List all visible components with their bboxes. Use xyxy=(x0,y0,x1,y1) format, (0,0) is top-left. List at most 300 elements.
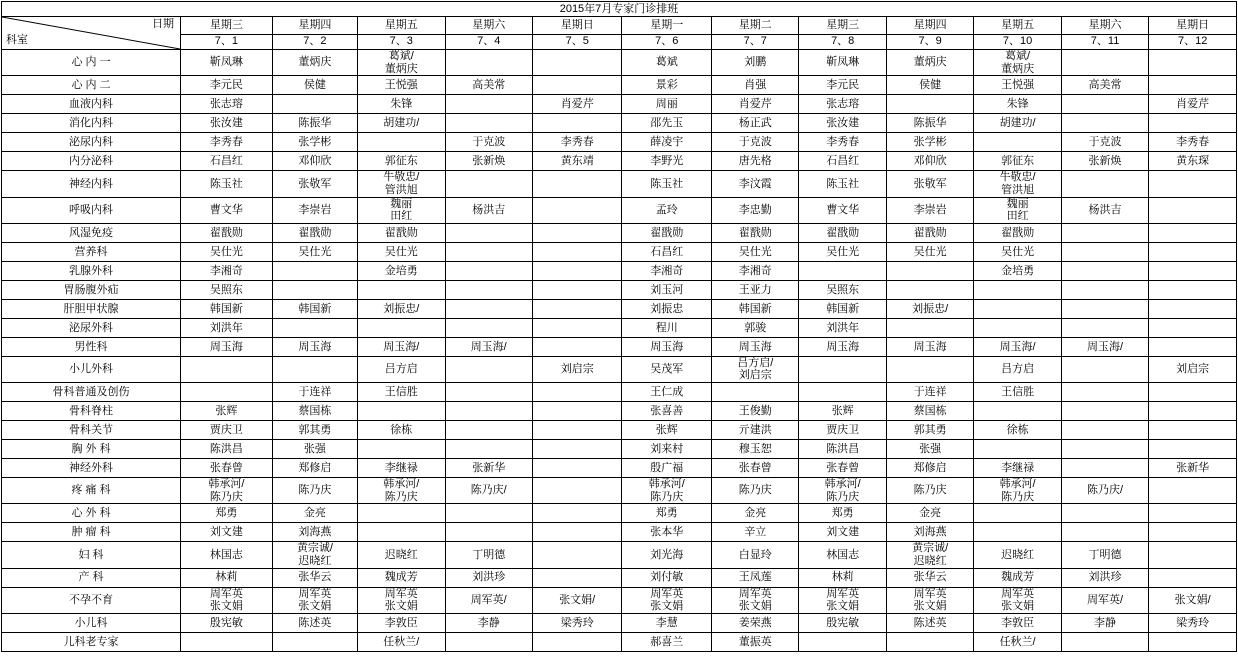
schedule-cell-line: 张文娟 xyxy=(1001,600,1035,613)
schedule-cell xyxy=(1061,50,1148,76)
schedule-cell: 穆玉恕 xyxy=(712,440,799,459)
schedule-cell: 于克波 xyxy=(1061,133,1148,152)
schedule-cell: 殷宪敏 xyxy=(799,613,886,632)
schedule-cell: 吴仕光 xyxy=(974,242,1061,261)
schedule-cell xyxy=(712,587,799,613)
schedule-cell: 徐栋 xyxy=(974,421,1061,440)
schedule-cell xyxy=(445,299,532,318)
schedule-cell: 张辉 xyxy=(799,402,886,421)
column-dow-header: 星期六 xyxy=(445,17,532,35)
schedule-cell xyxy=(1061,632,1148,651)
column-dow-header: 星期三 xyxy=(799,17,886,35)
schedule-cell xyxy=(445,356,532,382)
schedule-cell: 刘洪珍 xyxy=(1061,568,1148,587)
schedule-cell: 郭其勇 xyxy=(886,421,973,440)
schedule-cell: 刘鹏 xyxy=(712,50,799,76)
schedule-cell: 胡建功/ xyxy=(974,114,1061,133)
schedule-cell: 陈玉社 xyxy=(799,171,886,197)
schedule-cell: 曹文华 xyxy=(799,197,886,223)
schedule-cell: 张辉 xyxy=(181,402,273,421)
table-row xyxy=(2,261,1237,280)
schedule-cell: 杨洪吉 xyxy=(445,197,532,223)
table-row xyxy=(2,299,1237,318)
schedule-cell: 王俊勤 xyxy=(712,402,799,421)
schedule-cell xyxy=(532,440,622,459)
schedule-cell xyxy=(974,587,1061,613)
schedule-cell xyxy=(974,478,1061,504)
schedule-cell: 陈乃庆 xyxy=(272,478,357,504)
schedule-cell: 金培勇 xyxy=(358,261,445,280)
schedule-cell: 陈乃庆/ xyxy=(445,478,532,504)
schedule-cell xyxy=(358,504,445,523)
schedule-cell-line: 管洪旭 xyxy=(384,183,418,196)
schedule-cell xyxy=(532,459,622,478)
department-label: 骨科脊柱 xyxy=(2,402,181,421)
corner-date-label: 日期 xyxy=(152,18,175,30)
schedule-cell xyxy=(974,280,1061,299)
column-date-header: 7、3 xyxy=(358,34,445,49)
schedule-cell: 高美常 xyxy=(445,76,532,95)
department-label: 泌尿内科 xyxy=(2,133,181,152)
schedule-cell: 张新焕 xyxy=(1061,152,1148,171)
schedule-cell: 邵先玉 xyxy=(622,114,712,133)
schedule-cell: 张文娟/ xyxy=(1149,587,1237,613)
schedule-cell: 任秋兰/ xyxy=(358,632,445,651)
schedule-cell xyxy=(445,421,532,440)
schedule-cell: 翟戬勋 xyxy=(799,223,886,242)
schedule-cell: 丁明德 xyxy=(1061,542,1148,568)
schedule-cell: 陈振华 xyxy=(886,114,973,133)
schedule-cell xyxy=(532,114,622,133)
schedule-cell: 于连祥 xyxy=(272,383,357,402)
schedule-cell: 王仁成 xyxy=(622,383,712,402)
department-label: 乳腺外科 xyxy=(2,261,181,280)
schedule-cell-line: 董炳庆 xyxy=(384,62,418,75)
department-label: 血液内科 xyxy=(2,95,181,114)
schedule-cell xyxy=(1149,632,1237,651)
schedule-cell: 黄东靖 xyxy=(532,152,622,171)
column-dow-header: 星期日 xyxy=(532,17,622,35)
schedule-cell-line: 张文娟 xyxy=(826,600,860,613)
schedule-cell xyxy=(799,587,886,613)
schedule-cell: 吴仕光 xyxy=(712,242,799,261)
department-label: 心 外 科 xyxy=(2,504,181,523)
schedule-cell xyxy=(974,171,1061,197)
schedule-cell: 周军英/ xyxy=(445,587,532,613)
table-row xyxy=(2,613,1237,632)
column-date-header: 7、9 xyxy=(886,34,973,49)
schedule-cell: 张新华 xyxy=(445,459,532,478)
schedule-cell: 白显玲 xyxy=(712,542,799,568)
schedule-cell-line: 吕方启/ xyxy=(737,356,774,369)
table-row xyxy=(2,542,1237,568)
schedule-cell: 李秀春 xyxy=(181,133,273,152)
schedule-cell: 殷广福 xyxy=(622,459,712,478)
schedule-cell: 张汝建 xyxy=(181,114,273,133)
schedule-cell: 王悦强 xyxy=(974,76,1061,95)
schedule-cell: 刘振忠/ xyxy=(886,299,973,318)
column-dow-header: 星期三 xyxy=(181,17,273,35)
schedule-cell: 蔡国栋 xyxy=(886,402,973,421)
schedule-cell xyxy=(886,318,973,337)
schedule-cell xyxy=(272,280,357,299)
table-row xyxy=(2,171,1237,197)
schedule-cell-line: 张文娟 xyxy=(298,600,332,613)
schedule-cell: 胡建功/ xyxy=(358,114,445,133)
column-date-header: 7、6 xyxy=(622,34,712,49)
schedule-cell: 刘启宗 xyxy=(532,356,622,382)
schedule-cell xyxy=(1061,402,1148,421)
schedule-cell: 张春曾 xyxy=(181,459,273,478)
schedule-cell: 李崇岩 xyxy=(886,197,973,223)
schedule-cell xyxy=(1149,337,1237,356)
schedule-cell: 郑修启 xyxy=(886,459,973,478)
department-label: 神经外科 xyxy=(2,459,181,478)
schedule-cell-line: 董炳庆 xyxy=(1001,62,1035,75)
schedule-cell: 陈振华 xyxy=(272,114,357,133)
schedule-cell: 王亚力 xyxy=(712,280,799,299)
schedule-cell xyxy=(622,478,712,504)
schedule-cell xyxy=(886,280,973,299)
schedule-cell: 李忠勤 xyxy=(712,197,799,223)
schedule-cell: 刘启宗 xyxy=(1149,356,1237,382)
schedule-cell xyxy=(974,50,1061,76)
schedule-cell: 周军英/ xyxy=(1061,587,1148,613)
table-row xyxy=(2,356,1237,382)
header-corner xyxy=(2,17,181,50)
schedule-cell xyxy=(358,440,445,459)
schedule-cell: 梁秀玲 xyxy=(532,613,622,632)
schedule-cell: 李敦臣 xyxy=(358,613,445,632)
schedule-cell xyxy=(532,197,622,223)
schedule-cell: 刘文建 xyxy=(799,523,886,542)
schedule-cell xyxy=(272,587,357,613)
header-dow-row xyxy=(2,17,1237,35)
schedule-cell: 靳凤琳 xyxy=(799,50,886,76)
schedule-cell: 景彩 xyxy=(622,76,712,95)
schedule-cell xyxy=(622,587,712,613)
schedule-cell-line: 韩承河/ xyxy=(648,478,685,491)
schedule-cell-line: 周军英 xyxy=(913,587,947,600)
schedule-cell: 姜荣燕 xyxy=(712,613,799,632)
schedule-cell xyxy=(1149,523,1237,542)
schedule-cell xyxy=(532,318,622,337)
schedule-cell xyxy=(799,632,886,651)
schedule-cell: 翟戬勋 xyxy=(358,223,445,242)
table-row xyxy=(2,504,1237,523)
department-label: 疼 痛 科 xyxy=(2,478,181,504)
schedule-cell: 周玉海 xyxy=(886,337,973,356)
department-label: 骨科普通及创伤 xyxy=(2,383,181,402)
schedule-cell xyxy=(1149,261,1237,280)
schedule-cell: 梁秀玲 xyxy=(1149,613,1237,632)
schedule-cell: 韩国新 xyxy=(181,299,273,318)
schedule-cell xyxy=(532,337,622,356)
schedule-cell xyxy=(181,478,273,504)
department-label: 骨科关节 xyxy=(2,421,181,440)
schedule-cell: 石昌红 xyxy=(622,242,712,261)
page-title: 2015年7月专家门诊排班 xyxy=(2,2,1237,17)
department-label: 男性科 xyxy=(2,337,181,356)
schedule-cell xyxy=(445,223,532,242)
schedule-cell: 刘光海 xyxy=(622,542,712,568)
schedule-cell: 石昌红 xyxy=(181,152,273,171)
schedule-table xyxy=(1,1,1237,652)
schedule-cell xyxy=(1061,95,1148,114)
schedule-cell: 程川 xyxy=(622,318,712,337)
table-row xyxy=(2,280,1237,299)
schedule-cell: 于连祥 xyxy=(886,383,973,402)
schedule-cell xyxy=(532,632,622,651)
schedule-cell: 王信胜 xyxy=(974,383,1061,402)
schedule-cell: 张新华 xyxy=(1149,459,1237,478)
schedule-cell: 林莉 xyxy=(799,568,886,587)
schedule-cell xyxy=(1149,421,1237,440)
schedule-cell xyxy=(1061,280,1148,299)
schedule-cell xyxy=(445,523,532,542)
schedule-cell: 翟戬勋 xyxy=(622,223,712,242)
column-dow-header: 星期五 xyxy=(974,17,1061,35)
schedule-cell: 李慧 xyxy=(622,613,712,632)
schedule-cell: 刘洪年 xyxy=(181,318,273,337)
schedule-cell-line: 周军英 xyxy=(209,587,243,600)
schedule-cell: 张学彬 xyxy=(272,133,357,152)
schedule-cell: 吴照东 xyxy=(181,280,273,299)
schedule-cell: 翟戬勋 xyxy=(181,223,273,242)
schedule-cell: 于克波 xyxy=(445,133,532,152)
schedule-cell: 魏成芳 xyxy=(974,568,1061,587)
schedule-cell: 郑勇 xyxy=(622,504,712,523)
department-label: 妇 科 xyxy=(2,542,181,568)
table-row xyxy=(2,114,1237,133)
schedule-cell xyxy=(532,171,622,197)
schedule-cell: 刘洪年 xyxy=(799,318,886,337)
schedule-cell: 李敦臣 xyxy=(974,613,1061,632)
schedule-cell xyxy=(1149,299,1237,318)
department-label: 产 科 xyxy=(2,568,181,587)
schedule-cell-line: 迟晓红 xyxy=(298,555,332,568)
table-row xyxy=(2,318,1237,337)
schedule-cell: 刘来村 xyxy=(622,440,712,459)
schedule-cell-line: 牛敬忠/ xyxy=(999,171,1036,184)
department-label: 胃肠腹外疝 xyxy=(2,280,181,299)
table-row xyxy=(2,50,1237,76)
schedule-cell: 李崇岩 xyxy=(272,197,357,223)
schedule-cell xyxy=(886,95,973,114)
schedule-cell: 刘文建 xyxy=(181,523,273,542)
schedule-cell xyxy=(974,440,1061,459)
department-label: 肝胆甲状腺 xyxy=(2,299,181,318)
column-dow-header: 星期六 xyxy=(1061,17,1148,35)
schedule-cell-line: 魏丽 xyxy=(1006,197,1029,210)
schedule-cell: 李野光 xyxy=(622,152,712,171)
schedule-cell xyxy=(532,523,622,542)
schedule-cell xyxy=(974,504,1061,523)
column-dow-header: 星期二 xyxy=(712,17,799,35)
schedule-cell xyxy=(1149,542,1237,568)
schedule-cell: 侯健 xyxy=(272,76,357,95)
schedule-cell: 周玉海 xyxy=(622,337,712,356)
schedule-cell xyxy=(532,421,622,440)
schedule-cell: 李静 xyxy=(1061,613,1148,632)
schedule-cell: 周玉海/ xyxy=(358,337,445,356)
schedule-cell: 张强 xyxy=(272,440,357,459)
schedule-cell xyxy=(886,587,973,613)
schedule-cell: 李秀春 xyxy=(532,133,622,152)
schedule-cell xyxy=(1061,459,1148,478)
column-date-header: 7、5 xyxy=(532,34,622,49)
schedule-cell xyxy=(1149,223,1237,242)
column-date-header: 7、2 xyxy=(272,34,357,49)
schedule-cell: 张志瑢 xyxy=(181,95,273,114)
schedule-cell xyxy=(532,542,622,568)
schedule-cell: 周玉海 xyxy=(712,337,799,356)
department-label: 心 内 二 xyxy=(2,76,181,95)
schedule-cell: 郑勇 xyxy=(799,504,886,523)
schedule-cell: 肖爱芹 xyxy=(1149,95,1237,114)
schedule-cell xyxy=(1061,523,1148,542)
schedule-cell: 吕方启 xyxy=(974,356,1061,382)
schedule-cell: 任秋兰/ xyxy=(974,632,1061,651)
schedule-cell: 肖爱芹 xyxy=(532,95,622,114)
schedule-cell: 吴仕光 xyxy=(272,242,357,261)
schedule-cell: 李秀春 xyxy=(1149,133,1237,152)
schedule-cell: 张新焕 xyxy=(445,152,532,171)
schedule-cell: 张强 xyxy=(886,440,973,459)
schedule-cell: 刘振忠 xyxy=(622,299,712,318)
schedule-cell-line: 牛敬忠/ xyxy=(383,171,420,184)
schedule-cell: 靳凤琳 xyxy=(181,50,273,76)
schedule-cell: 张敬军 xyxy=(886,171,973,197)
schedule-cell: 殷宪敏 xyxy=(181,613,273,632)
table-row xyxy=(2,402,1237,421)
schedule-cell: 刘付敏 xyxy=(622,568,712,587)
schedule-cell xyxy=(532,280,622,299)
schedule-cell: 周玉海 xyxy=(272,337,357,356)
table-row xyxy=(2,383,1237,402)
schedule-cell: 张喜善 xyxy=(622,402,712,421)
schedule-cell xyxy=(181,383,273,402)
schedule-cell: 陈洪昌 xyxy=(181,440,273,459)
schedule-cell-line: 张文娟 xyxy=(913,600,947,613)
schedule-cell xyxy=(272,632,357,651)
column-date-header: 7、7 xyxy=(712,34,799,49)
schedule-cell xyxy=(1061,318,1148,337)
schedule-cell: 薛凌宇 xyxy=(622,133,712,152)
department-label: 儿科老专家 xyxy=(2,632,181,651)
schedule-cell-line: 韩承河/ xyxy=(824,478,861,491)
schedule-cell-line: 韩承河/ xyxy=(208,478,245,491)
table-row xyxy=(2,523,1237,542)
schedule-cell: 韩国新 xyxy=(799,299,886,318)
schedule-cell-line: 陈乃庆 xyxy=(826,490,860,503)
department-label: 泌尿外科 xyxy=(2,318,181,337)
schedule-cell: 葛斌 xyxy=(622,50,712,76)
schedule-cell: 陈乃庆 xyxy=(712,478,799,504)
department-label: 呼吸内科 xyxy=(2,197,181,223)
schedule-cell xyxy=(1149,242,1237,261)
schedule-cell: 陈乃庆 xyxy=(886,478,973,504)
table-row xyxy=(2,459,1237,478)
schedule-cell xyxy=(358,280,445,299)
schedule-cell: 高美常 xyxy=(1061,76,1148,95)
schedule-cell xyxy=(532,242,622,261)
schedule-cell: 王凤莲 xyxy=(712,568,799,587)
schedule-cell: 肖爱芹 xyxy=(712,95,799,114)
schedule-cell: 陈乃庆/ xyxy=(1061,478,1148,504)
table-row xyxy=(2,440,1237,459)
schedule-cell: 陈述英 xyxy=(272,613,357,632)
column-dow-header: 星期四 xyxy=(272,17,357,35)
schedule-cell: 迟晓红 xyxy=(358,542,445,568)
column-date-header: 7、4 xyxy=(445,34,532,49)
schedule-cell xyxy=(445,632,532,651)
department-label: 风湿免疫 xyxy=(2,223,181,242)
schedule-cell-line: 陈乃庆 xyxy=(384,490,418,503)
schedule-cell xyxy=(445,50,532,76)
schedule-cell xyxy=(445,261,532,280)
department-label: 小儿外科 xyxy=(2,356,181,382)
schedule-cell: 翟戬勋 xyxy=(712,223,799,242)
schedule-cell: 刘海燕 xyxy=(272,523,357,542)
schedule-cell-line: 葛斌/ xyxy=(1005,50,1031,62)
schedule-cell: 迟晓红 xyxy=(974,542,1061,568)
schedule-cell: 林国志 xyxy=(799,542,886,568)
column-dow-header: 星期五 xyxy=(358,17,445,35)
schedule-cell xyxy=(974,402,1061,421)
schedule-cell xyxy=(799,383,886,402)
schedule-cell xyxy=(181,356,273,382)
schedule-cell: 辛立 xyxy=(712,523,799,542)
corner-dept-label: 科室 xyxy=(6,34,28,47)
schedule-cell: 刘洪珍 xyxy=(445,568,532,587)
schedule-cell xyxy=(1061,299,1148,318)
schedule-cell: 韩国新 xyxy=(712,299,799,318)
schedule-cell: 翟戬勋 xyxy=(886,223,973,242)
schedule-cell: 董炳庆 xyxy=(886,50,973,76)
schedule-cell xyxy=(886,261,973,280)
schedule-cell: 侯健 xyxy=(886,76,973,95)
schedule-cell xyxy=(358,402,445,421)
schedule-cell xyxy=(181,587,273,613)
column-dow-header: 星期四 xyxy=(886,17,973,35)
schedule-cell: 张敬军 xyxy=(272,171,357,197)
schedule-cell: 张汝建 xyxy=(799,114,886,133)
title-row xyxy=(2,2,1237,17)
schedule-cell: 李湘奇 xyxy=(622,261,712,280)
schedule-cell-line: 韩承河/ xyxy=(999,478,1036,491)
table-row xyxy=(2,152,1237,171)
schedule-cell xyxy=(445,280,532,299)
schedule-cell: 张本华 xyxy=(622,523,712,542)
schedule-cell xyxy=(532,76,622,95)
schedule-cell xyxy=(181,632,273,651)
schedule-cell xyxy=(1149,383,1237,402)
schedule-cell: 周玉海/ xyxy=(1061,337,1148,356)
schedule-cell: 贾庆卫 xyxy=(181,421,273,440)
schedule-cell: 唐先格 xyxy=(712,152,799,171)
department-label: 胸 外 科 xyxy=(2,440,181,459)
schedule-cell: 郭其勇 xyxy=(272,421,357,440)
schedule-cell xyxy=(1061,383,1148,402)
schedule-cell: 翟戬勋 xyxy=(272,223,357,242)
schedule-cell xyxy=(445,504,532,523)
table-row xyxy=(2,223,1237,242)
schedule-cell: 周丽 xyxy=(622,95,712,114)
column-date-header: 7、11 xyxy=(1061,34,1148,49)
schedule-cell: 李元民 xyxy=(799,76,886,95)
schedule-cell xyxy=(358,50,445,76)
